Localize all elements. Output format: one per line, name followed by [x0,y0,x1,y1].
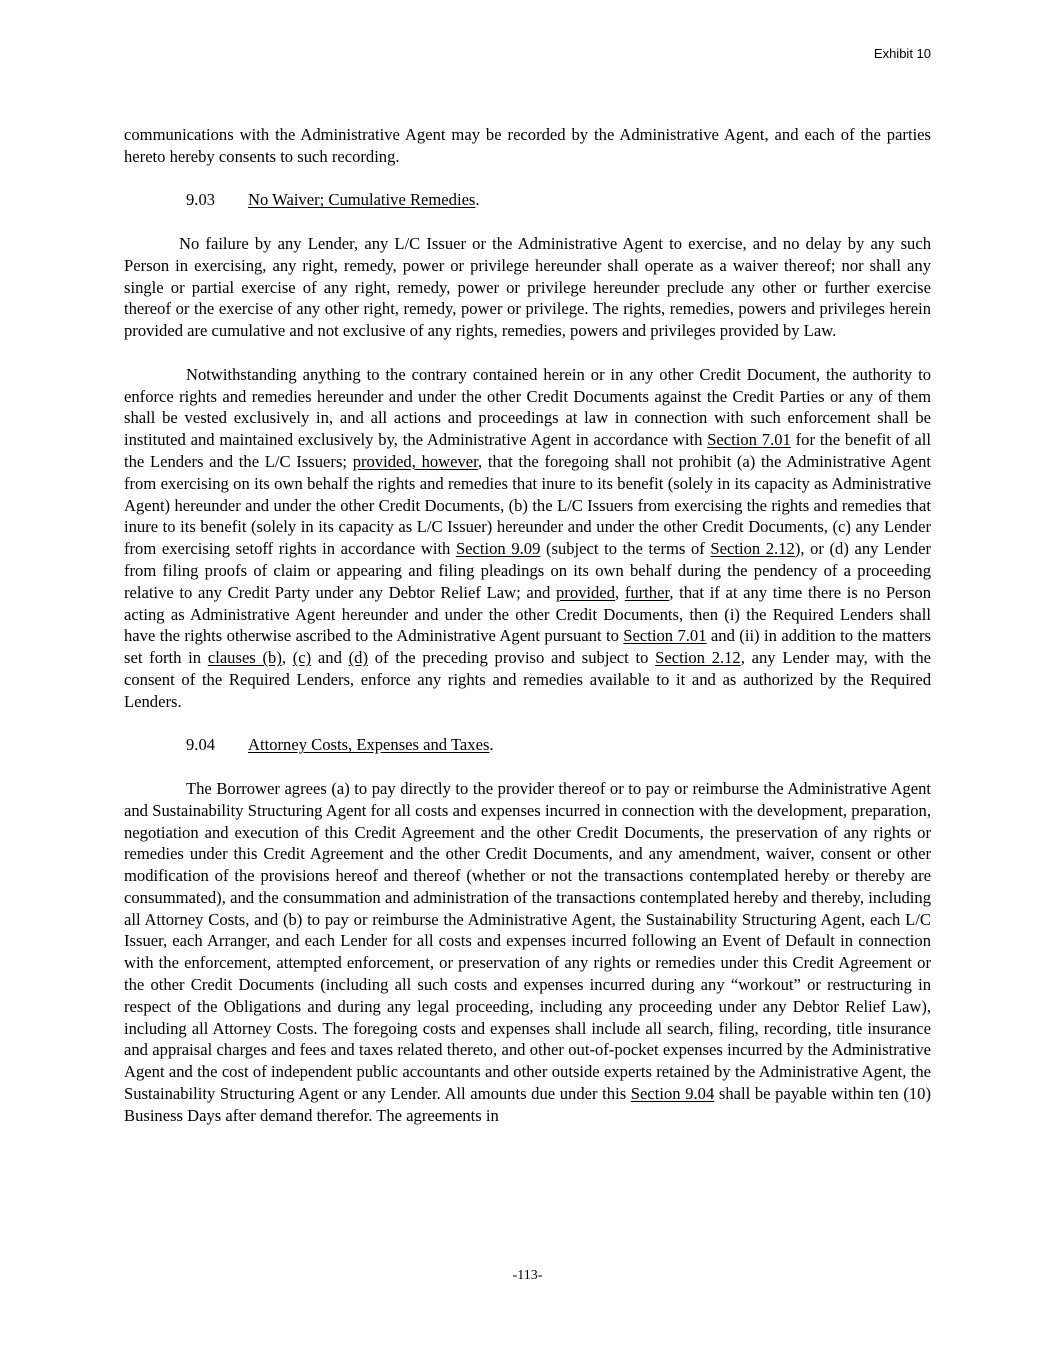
cross-reference: Section 9.09 [455,539,541,559]
section-title: No Waiver; Cumulative Remedies [248,190,476,210]
section-title: Attorney Costs, Expenses and Taxes [248,735,490,755]
document-body [124,124,931,1148]
continued-paragraph: communications with the Administrative Agent may be recorded by the Administrative Agent, and each of the parties hereto hereby consents to such recording. [124,125,931,166]
defined-term: provided [556,582,615,602]
section-heading-9-03: 9.03 No Waiver; Cumulative Remedies. [186,190,480,210]
cross-reference: Section 7.01 [707,430,791,450]
paragraph-borrower-agrees: The Borrower agrees (a) to pay directly to the provider thereof or to pay or reimburse the Administrative Agent and Sustainability Structuring Agent for all costs and expenses incurred in connection with the development, preparation, negotiation and execution of this Credit Agreement and the other Credit Documents, the preservation of any rights or remedies under this Credit Agreement and the other Credit Documents, and any amendment, waiver, consent or other modification of the provisions hereof and thereof (whether or not the transactions contemplated hereby or thereby are consummated), and the consummation and administration of the transactions contemplated hereby and thereby, including all Attorney Costs, and (b) to pay or reimburse the Administrative Agent, the Sustainability Structuring Agent, each L/C Issuer, each Arranger, and each Lender for all costs and expenses incurred following an Event of Default in connection with the enforcement, attempted enforcement, or preservation of any rights or remedies under this Credit Agreement or the other Credit Documents (including all such costs and expenses incurred during any “workout” or restructuring in respect of the Obligations and during any legal proceeding, including any proceeding under any Debtor Relief Law), including all Attorney Costs. The foregoing costs and expenses shall include all search, filing, recording, title insurance and appraisal charges and fees and taxes related thereto, and other out-of-pocket expenses incurred by the Administrative Agent and the cost of independent public accountants and other outside experts retained by the Administrative Agent, the Sustainability Structuring Agent or any Lender. All amounts due under this Section 9.04 shall be payable within ten (10) Business Days after demand therefor. The agreements in [124,778,931,1125]
cross-reference: (c) [292,648,312,668]
cross-reference: Section 2.12 [710,539,795,559]
page-number: -113- [512,1268,543,1283]
cross-reference: Section 7.01 [623,626,707,646]
section-heading-9-04: 9.04 Attorney Costs, Expenses and Taxes. [186,735,494,755]
cross-reference: clauses (b) [207,648,282,668]
section-number: 9.03 [186,190,216,210]
section-number: 9.04 [186,735,216,755]
defined-term: further [624,582,670,602]
exhibit-label: Exhibit 10 [873,46,931,61]
defined-term: provided, however [352,451,479,471]
cross-reference: (d) [348,648,369,668]
cross-reference: Section 2.12 [655,648,741,668]
cross-reference: Section 9.04 [630,1084,715,1104]
paragraph-no-waiver: No failure by any Lender, any L/C Issuer or the Administrative Agent to exercise, and no delay by any such Person in exercising, any right, remedy, power or privilege hereunder shall operate as a waiver thereof; nor shall any single or partial exercise of any right, remedy, power or privilege hereunder preclude any other or further exercise thereof or the exercise of any other right, remedy, power or privilege. The rights, remedies, powers and privileges herein provided are cumulative and not exclusive of any rights, remedies, powers and privileges provided by Law. [124,233,931,341]
paragraph-notwithstanding: Notwithstanding anything to the contrary contained herein or in any other Credit Document, the authority to enforce rights and remedies hereunder and under the other Credit Documents against the Credit Parties or any of them shall be vested exclusively in, and all actions and proceedings at law in connection with such enforcement shall be instituted and maintained exclusively by, the Administrative Agent in accordance with Section 7.01 for the benefit of all the Lenders and the L/C Issuers; provided, however, that the foregoing shall not prohibit (a) the Administrative Agent from exercising on its own behalf the rights and remedies that inure to its benefit (solely in its capacity as Administrative Agent) hereunder and under the other Credit Documents, (b) the L/C Issuers from exercising the rights and remedies that inure to its benefit (solely in its capacity as L/C Issuer) hereunder and under the other Credit Documents, (c) any Lender from exercising setoff rights in accordance with Section 9.09 (subject to the terms of Section 2.12), or (d) any Lender from filing proofs of claim or appearing and filing pleadings on its own behalf during the pendency of a proceeding relative to any Credit Party under any Debtor Relief Law; and provided, further, that if at any time there is no Person acting as Administrative Agent hereunder and under the other Credit Documents, then (i) the Required Lenders shall have the rights otherwise ascribed to the Administrative Agent pursuant to Section 7.01 and (ii) in addition to the matters set forth in clauses (b), (c) and (d) of the preceding proviso and subject to Section 2.12, any Lender may, with the consent of the Required Lenders, enforce any rights and remedies available to it and as authorized by the Required Lenders. [124,364,932,711]
